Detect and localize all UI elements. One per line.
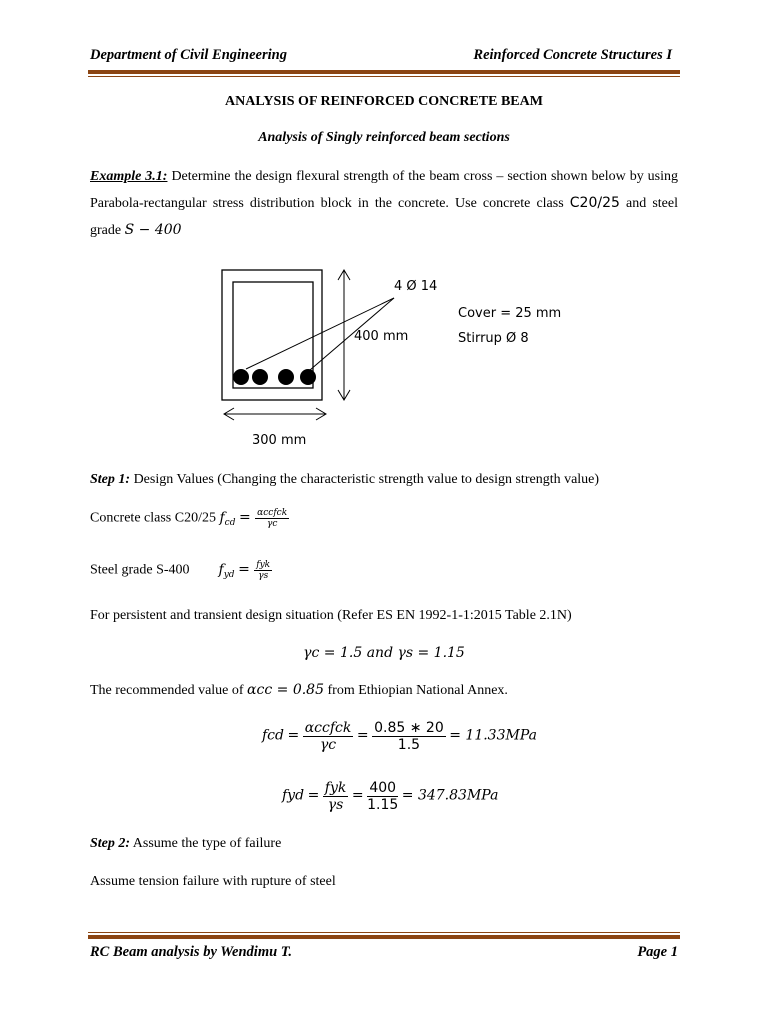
alpha-cc-line: The recommended value of αcc = 0.85 from Ethiopian National Annex. [90,682,508,698]
fyd-fraction-inline: $\frac{\text{fyk}}{\gamma s}$ [256,560,271,581]
gamma-equation: γc = 1.5 and γs = 1.15 [303,645,465,661]
header-rule-thick [88,70,680,74]
fcd-fraction-inline: $\frac{\text{αccfck}}{\gamma c}$ [257,508,288,529]
concrete-class-line: Concrete class C20/25 $f_{cd}$ = $\frac{\text{αccfck}}{\gamma c}$ [90,508,288,529]
cover-label: Cover = 25 mm [458,306,562,321]
height-label: 400 mm [354,329,409,344]
design-situation-text: For persistent and transient design situation (Refer ES EN 1992-1-1:2015 Table 2.1N) [90,608,572,623]
rebar-3 [278,369,294,385]
fyd-equation: fyd = $\frac{\text{fyk}}{\gamma s}$ = $\frac{400}{1.15}$ = 347.83MPa [282,780,499,813]
steel-grade-text: Steel grade S-400 [90,562,190,578]
example-steel-grade: S − 400 [124,222,182,238]
step2-text: Assume the type of failure [130,836,282,851]
steel-grade-line: Steel grade S-400 $f_{yd}$ = $\frac{\text{fyk}}{\gamma s}$ [90,560,271,581]
width-label: 300 mm [252,433,307,448]
rebar-1 [233,369,249,385]
bars-label: 4 Ø 14 [394,279,438,294]
page-subtitle: Analysis of Singly reinforced beam sections [258,130,510,145]
step1-line [90,472,599,488]
footer-rule-thick [88,935,680,939]
step1-label: Step 1: [90,472,131,487]
beam-section-figure [200,262,580,452]
alpha-cc-value: αcc = 0.85 [247,682,324,698]
footer-page-number: Page 1 [637,944,678,960]
step2-label: Step 2: [90,836,131,851]
header-rule-thin [88,76,680,77]
footer-rule-thin [88,932,680,933]
example-concrete-class: C20/25 [569,195,620,211]
example-paragraph [90,163,678,244]
concrete-class-text: Concrete class C20/25 [90,510,220,526]
example-label: Example 3.1: [90,169,168,184]
assume-failure-text: Assume tension failure with rupture of steel [90,874,336,889]
step1-text: Design Values (Changing the characteristic strength value to design strength value) [130,472,600,487]
example-text: Determine the design flexural strength of the beam cross – section shown below by using Parabola-rectangular stress distribution block in the concrete. Use concrete class [90,169,678,211]
header-left: Department of Civil Engineering [90,47,287,63]
footer-left: RC Beam analysis by Wendimu T. [90,944,292,960]
rebar-2 [252,369,268,385]
stirrup-label: Stirrup Ø 8 [458,331,529,346]
step2-line [90,836,281,852]
header-right: Reinforced Concrete Structures I [473,47,672,63]
fcd-equation: fcd = $\frac{\text{αccfck}}{\gamma c}$ = $\frac{0.85 ∗ 20}{1.5}$ = 11.33MPa [262,720,537,753]
example-mid-text: and steel grade [90,196,678,238]
page-title: ANALYSIS OF REINFORCED CONCRETE BEAM [225,94,543,109]
rebar-4 [300,369,316,385]
